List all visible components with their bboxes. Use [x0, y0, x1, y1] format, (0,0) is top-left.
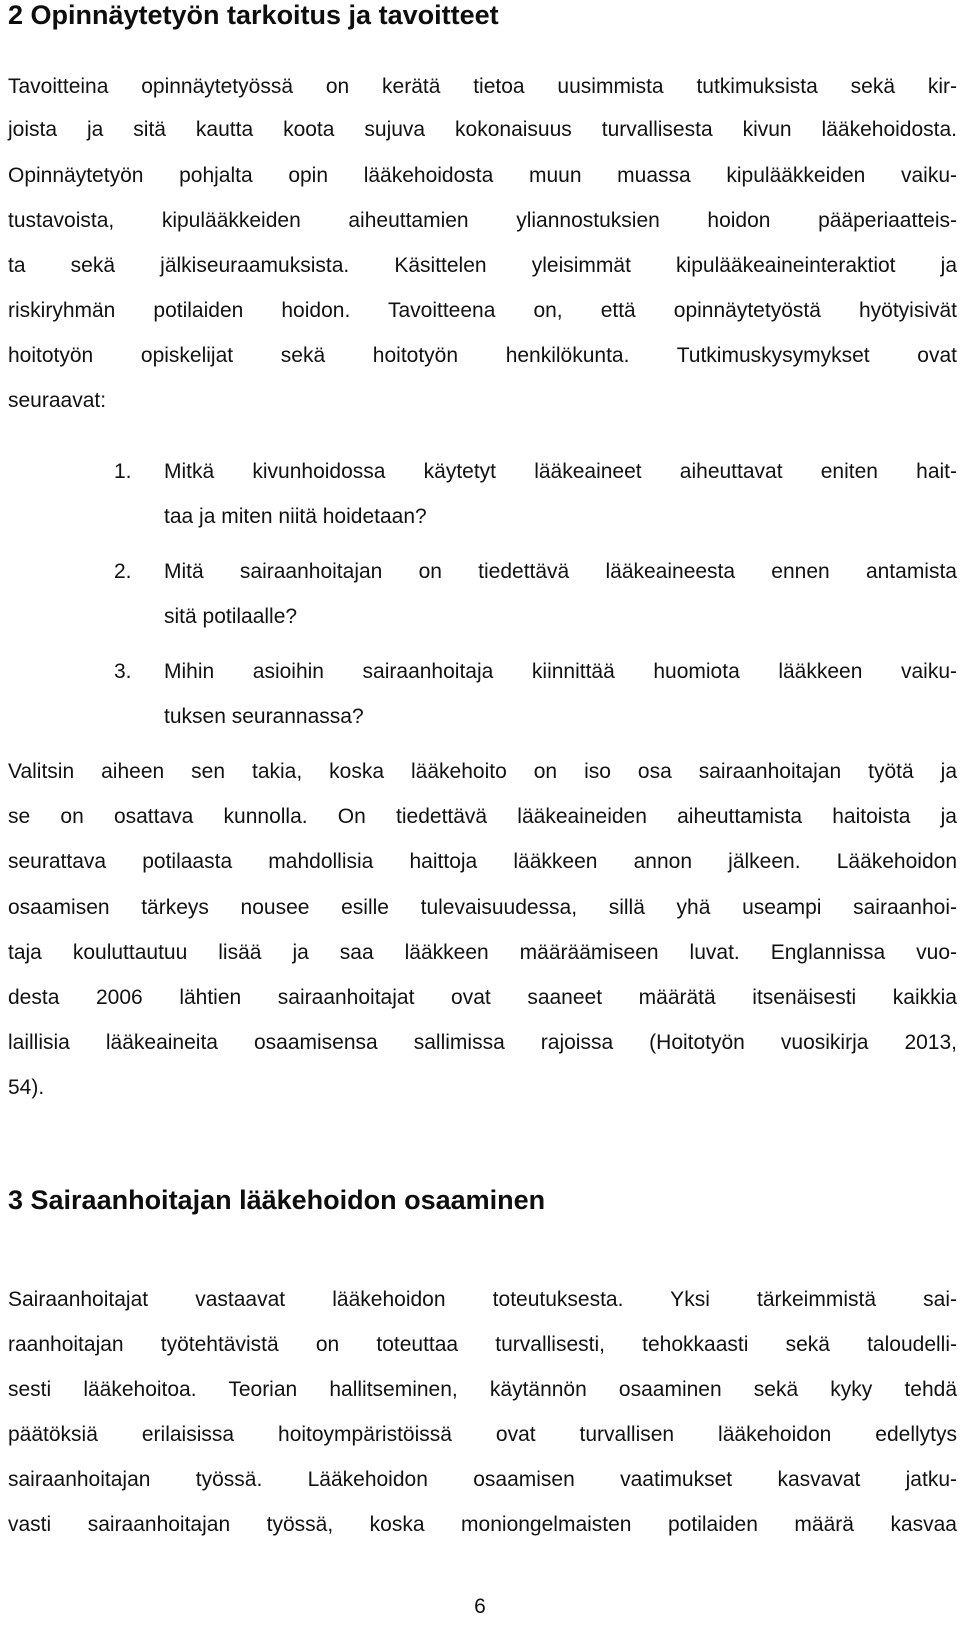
list-item-line: taa ja miten niitä hoidetaan? [164, 505, 427, 528]
list-item-number: 1. [114, 460, 132, 483]
paragraph-line: Sairaanhoitajat vastaavat lääkehoidon toteutuksesta. Yksi tärkeimmistä sai- [8, 1288, 957, 1311]
list-item-line: tuksen seurannassa? [164, 705, 364, 728]
paragraph-line: sesti lääkehoitoa. Teorian hallitseminen, käytännön osaaminen sekä kyky tehdä [8, 1378, 957, 1401]
paragraph-line: se on osattava kunnolla. On tiedettävä lääkeaineiden aiheuttamista haitoista ja [8, 805, 957, 828]
list-item-number: 3. [114, 660, 132, 683]
paragraph-line: Tavoitteina opinnäytetyössä on kerätä tietoa uusimmista tutkimuksista sekä kir- [8, 75, 957, 98]
paragraph-line: seurattava potilaasta mahdollisia haittoja lääkkeen annon jälkeen. Lääkehoidon [8, 850, 957, 873]
paragraph-line: ta sekä jälkiseuraamuksista. Käsittelen yleisimmät kipulääkeaineinteraktiot ja [8, 254, 957, 277]
paragraph-line: sairaanhoitajan työssä. Lääkehoidon osaamisen vaatimukset kasvavat jatku- [8, 1468, 957, 1491]
paragraph-line: riskiryhmän potilaiden hoidon. Tavoitteena on, että opinnäytetyöstä hyötyisivät [8, 299, 957, 322]
list-item-line: Mitkä kivunhoidossa käytetyt lääkeaineet aiheuttavat eniten hait- [164, 460, 957, 483]
paragraph-line: osaamisen tärkeys nousee esille tulevaisuudessa, sillä yhä useampi sairaanhoi- [8, 896, 957, 919]
paragraph-line: seuraavat: [8, 389, 107, 412]
paragraph-line: vasti sairaanhoitajan työssä, koska moniongelmaisten potilaiden määrä kasvaa [8, 1513, 957, 1536]
list-item-line: Mihin asioihin sairaanhoitaja kiinnittää huomiota lääkkeen vaiku- [164, 660, 957, 683]
paragraph-line: hoitotyön opiskelijat sekä hoitotyön henkilökunta. Tutkimuskysymykset ovat [8, 344, 957, 367]
paragraph-line: Valitsin aiheen sen takia, koska lääkehoito on iso osa sairaanhoitajan työtä ja [8, 760, 957, 783]
section-2-heading: 2 Opinnäytetyön tarkoitus ja tavoitteet [8, 0, 499, 30]
paragraph-line: desta 2006 lähtien sairaanhoitajat ovat saaneet määrätä itsenäisesti kaikkia [8, 986, 957, 1009]
paragraph-line: raanhoitajan työtehtävistä on toteuttaa turvallisesti, tehokkaasti sekä taloudelli- [8, 1333, 957, 1356]
list-item-line: Mitä sairaanhoitajan on tiedettävä lääkeaineesta ennen antamista [164, 560, 957, 583]
paragraph-line: tustavoista, kipulääkkeiden aiheuttamien yliannostuksien hoidon pääperiaatteis- [8, 209, 957, 232]
page-number: 6 [474, 1595, 486, 1618]
paragraph-line: joista ja sitä kautta koota sujuva kokonaisuus turvallisesta kivun lääkehoidosta. [8, 118, 957, 141]
list-item-line: sitä potilaalle? [164, 605, 298, 628]
list-item-number: 2. [114, 560, 132, 583]
section-3-heading: 3 Sairaanhoitajan lääkehoidon osaaminen [8, 1185, 546, 1215]
paragraph-line: Opinnäytetyön pohjalta opin lääkehoidosta muun muassa kipulääkkeiden vaiku- [8, 164, 957, 187]
paragraph-line: päätöksiä erilaisissa hoitoympäristöissä ovat turvallisen lääkehoidon edellytys [8, 1423, 957, 1446]
paragraph-line: laillisia lääkeaineita osaamisensa sallimissa rajoissa (Hoitotyön vuosikirja 2013, [8, 1031, 957, 1054]
paragraph-line: taja kouluttautuu lisää ja saa lääkkeen määräämiseen luvat. Englannissa vuo- [8, 941, 957, 964]
paragraph-line: 54). [8, 1076, 45, 1099]
